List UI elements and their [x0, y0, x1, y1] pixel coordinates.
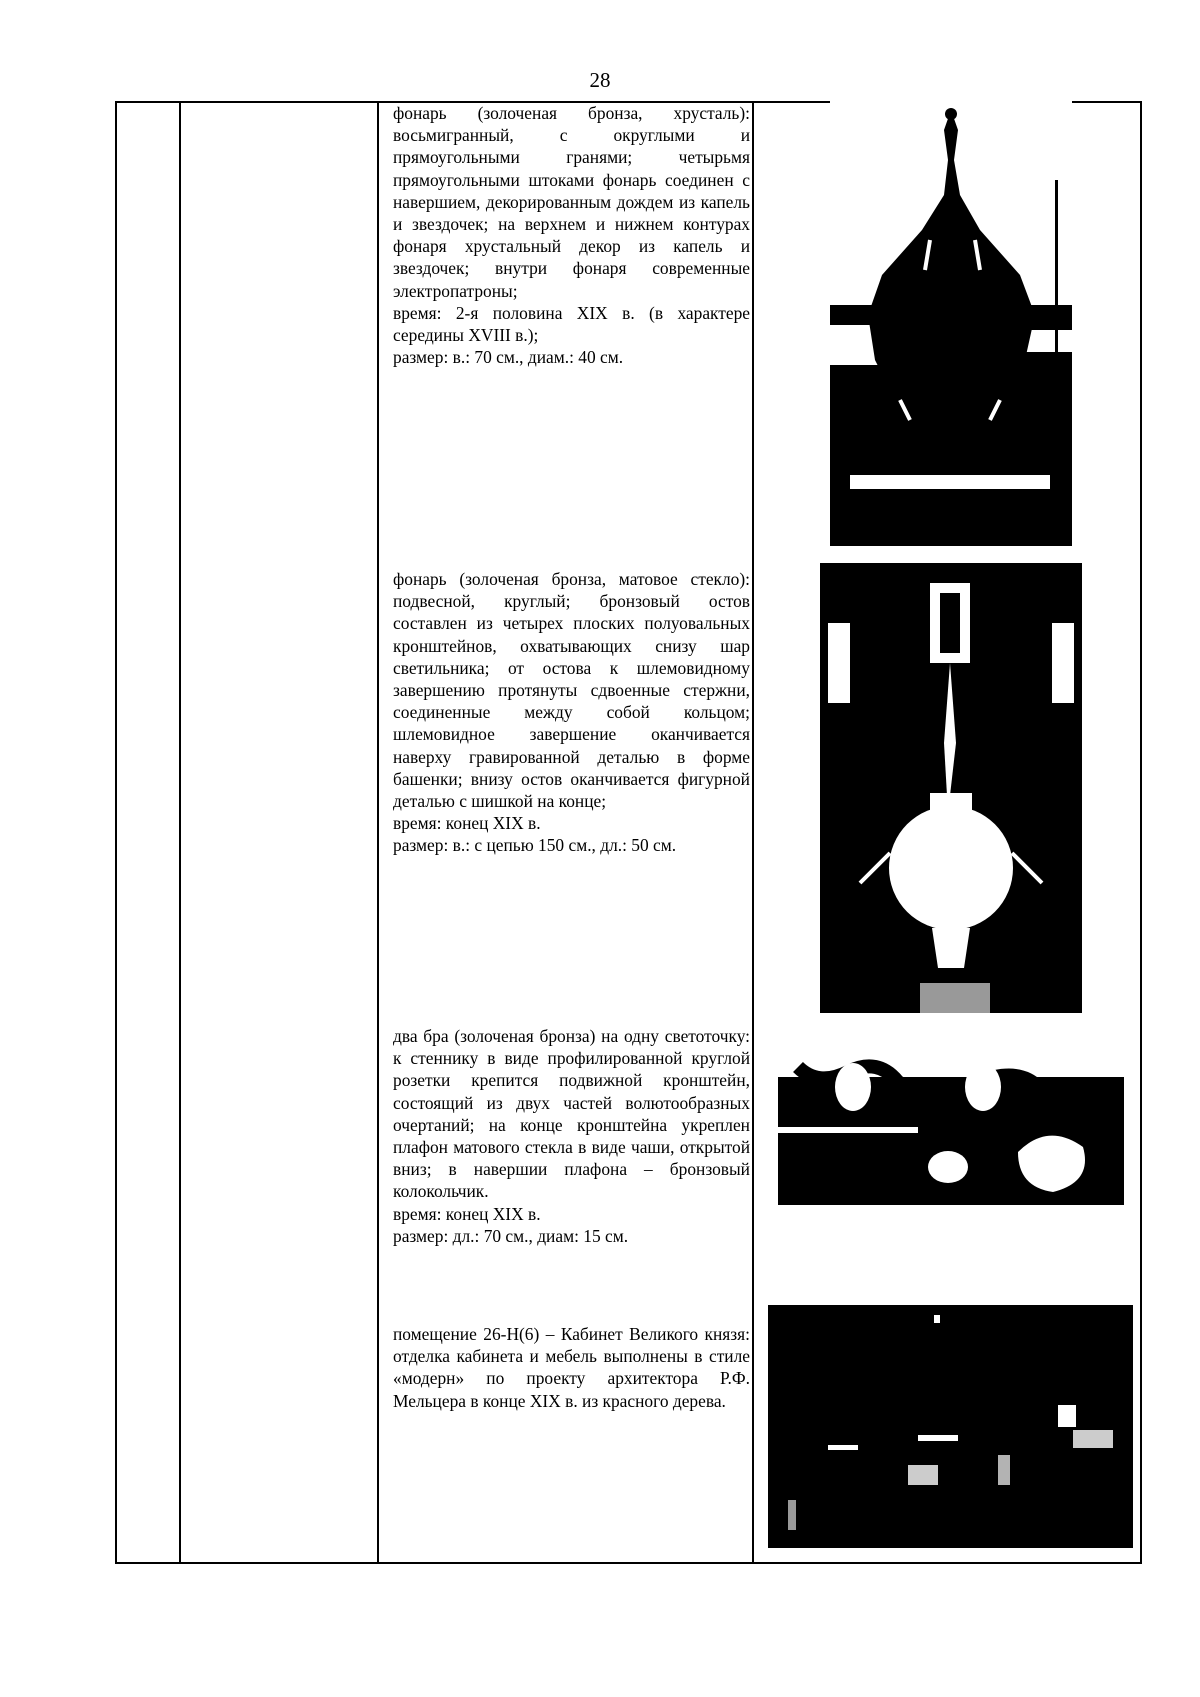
entry-3-size: размер: дл.: 70 см., диам: 15 см. — [393, 1225, 629, 1246]
entry-1-description: фонарь (золоченая бронза, хрусталь): восьмигранный, с округлыми и прямоугольными гранями; четырьмя прямоугольными штоками фонарь соединен с навершием, декорированным дождем из капель и звездочек; на верхнем и нижнем контурах фонаря хрустальный декор из капель и звездочек; внутри фонаря современные электропатроны; — [393, 103, 750, 301]
chandelier-lantern-photo — [830, 100, 1072, 546]
cabinet-interior-photo — [768, 1305, 1133, 1548]
column-divider-3 — [752, 101, 754, 1564]
entry-2-size: размер: в.: с цепью 150 см., дл.: 50 см. — [393, 835, 677, 856]
entry-4-text — [393, 1323, 750, 1412]
entry-2-period: время: конец XIX в. — [393, 813, 541, 834]
entry-3-text — [393, 1025, 750, 1247]
sconces-photo — [778, 1027, 1124, 1205]
entry-2-description: фонарь (золоченая бронза, матовое стекло): подвесной, круглый; бронзовый остов составлен из четырех плоских полуовальных кронштейнов, охватывающих снизу шар светильника; от остова к шлемовидному завершению протянуты сдвоенные стержни, соединенные между собой кольцом; шлемовидное завершение оканчивается наверху гравированной деталью в форме башенки; внизу остов оканчивается фигурной деталью с шишкой на конце; — [393, 569, 750, 812]
entry-1-period: время: 2-я половина XIX в. (в характере середины XVIII в.); — [393, 302, 750, 346]
column-divider-2 — [377, 101, 379, 1564]
entry-1-size: размер: в.: 70 см., диам.: 40 см. — [393, 347, 624, 368]
entry-2-text — [393, 568, 750, 857]
entry-3-period: время: конец XIX в. — [393, 1203, 541, 1224]
entry-4-description: помещение 26-Н(6) – Кабинет Великого князя: отделка кабинета и мебель выполнены в стиле «модерн» по проекту архитектора Р.Ф. Мельцера в конце XIX в. из красного дерева. — [393, 1324, 750, 1411]
hanging-lantern-photo — [820, 563, 1082, 1013]
column-divider-1 — [179, 101, 181, 1564]
entry-3-description: два бра (золоченая бронза) на одну светоточку: к стеннику в виде профилированной круглой розетки крепится подвижной кронштейн, состоящий из двух частей волютообразных очертаний; на конце кронштейна укреплен плафон матового стекла в виде чаши, открытой вниз; в навершии плафона – бронзовый колокольчик. — [393, 1026, 750, 1202]
page-number: 28 — [589, 68, 611, 92]
entry-1-text — [393, 102, 750, 368]
